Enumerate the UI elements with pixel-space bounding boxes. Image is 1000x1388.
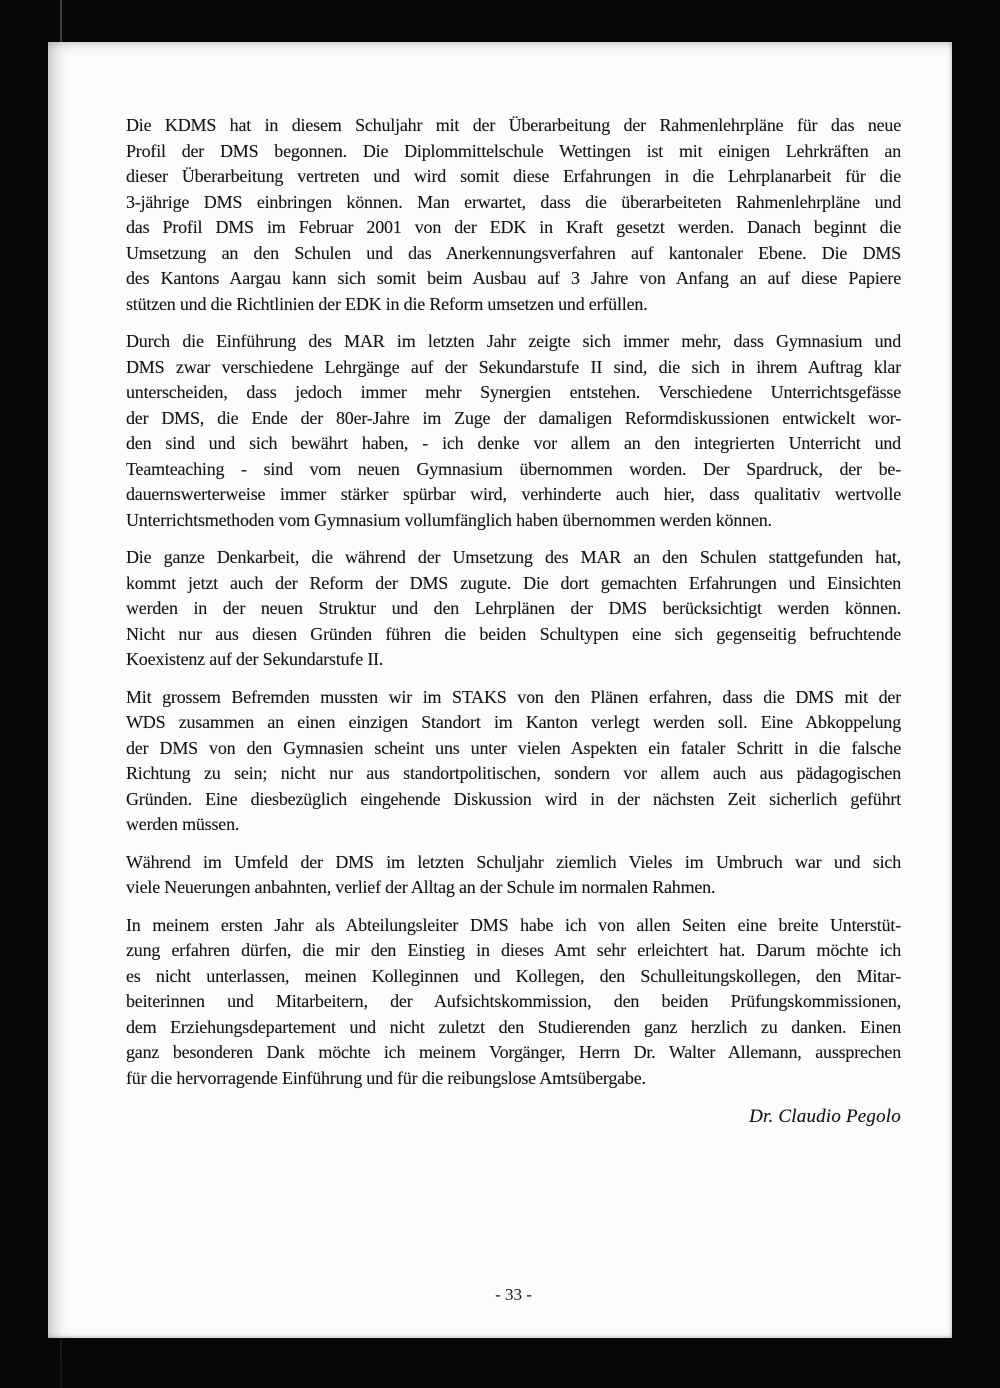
- text-line: dem Erziehungsdepartement und nicht zuletzt den Studierenden ganz herzlich zu danken. Einen: [126, 1016, 901, 1037]
- paragraph: [126, 545, 901, 673]
- text-line: des Kantons Aargau kann sich somit beim Ausbau auf 3 Jahre von Anfang an auf diese Papiere: [126, 268, 901, 288]
- text-line: 3-jährige DMS einbringen können. Man erwartet, dass die überarbeiteten Rahmenlehrpläne und: [126, 191, 901, 212]
- text-line: den sind und sich bewährt haben, - ich denke vor allem an den integrierten Unterricht und: [126, 433, 901, 453]
- text-line: zung erfahren dürfen, die mir den Einstieg in dieses Amt sehr erleichtert hat. Darum möchte ich: [126, 940, 901, 960]
- text-line: In meinem ersten Jahr als Abteilungsleiter DMS habe ich von allen Seiten eine breite Unterstüt-: [126, 914, 901, 935]
- text-line: der DMS von den Gymnasien scheint uns unter vielen Aspekten ein fataler Schritt in die falsche: [126, 737, 901, 758]
- text-line: beiterinnen und Mitarbeitern, der Aufsichtskommission, den beiden Prüfungskommissionen,: [126, 991, 901, 1011]
- text-line: Die ganze Denkarbeit, die während der Umsetzung des MAR an den Schulen stattgefunden hat,: [126, 547, 901, 567]
- text-line: Koexistenz auf der Sekundarstufe II.: [126, 649, 384, 669]
- text-line: für die hervorragende Einführung und für die reibungslose Amtsübergabe.: [126, 1067, 646, 1088]
- text-line: Umsetzung an den Schulen und das Anerkennungsverfahren auf kantonaler Ebene. Die DMS: [126, 242, 901, 263]
- paragraph: [126, 329, 901, 533]
- text-line: unterscheiden, dass jedoch immer mehr Synergien entstehen. Verschiedene Unterrichtsgefässe: [126, 382, 901, 402]
- text-line: Unterrichtsmethoden vom Gymnasium vollumfänglich haben übernommen werden können.: [126, 509, 772, 530]
- text-line: Nicht nur aus diesen Gründen führen die beiden Schultypen eine sich gegenseitig befruchtende: [126, 623, 901, 644]
- text-line: Profil der DMS begonnen. Die Diplommittelschule Wettingen ist mit einigen Lehrkräften an: [126, 140, 901, 161]
- text-line: Gründen. Eine diesbezüglich eingehende Diskussion wird in der nächsten Zeit sicherlich geführt: [126, 788, 901, 809]
- author-signature: Dr. Claudio Pegolo: [749, 1106, 901, 1127]
- text-line: kommt jetzt auch der Reform der DMS zugute. Die dort gemachten Erfahrungen und Einsichten: [126, 572, 901, 593]
- text-line: ganz besonderen Dank möchte ich meinem Vorgänger, Herrn Dr. Walter Allemann, aussprechen: [126, 1042, 901, 1062]
- document-page: [48, 42, 952, 1338]
- text-line: dauernswerterweise immer stärker spürbar wird, verhinderte auch hier, dass qualitativ wertvolle: [126, 484, 901, 504]
- text-line: Die KDMS hat in diesem Schuljahr mit der Überarbeitung der Rahmenlehrpläne für das neue: [126, 115, 901, 135]
- text-line: Teamteaching - sind vom neuen Gymnasium übernommen worden. Der Spardruck, der be-: [126, 458, 901, 479]
- text-line: WDS zusammen an einen einzigen Standort im Kanton verlegt werden soll. Eine Abkoppelung: [126, 712, 901, 732]
- text-line: Richtung zu sein; nicht nur aus standortpolitischen, sondern vor allem auch aus pädagogischen: [126, 763, 901, 783]
- text-line: DMS zwar verschiedene Lehrgänge auf der Sekundarstufe II sind, die sich in ihrem Auftrag klar: [126, 356, 901, 377]
- text-line: stützen und die Richtlinien der EDK in die Reform umsetzen und erfüllen.: [126, 293, 648, 314]
- text-line: werden müssen.: [126, 814, 240, 834]
- paragraph: [126, 685, 901, 838]
- text-line: dieser Überarbeitung vertreten und wird somit diese Erfahrungen in die Lehrplanarbeit für die: [126, 166, 901, 186]
- text-line: es nicht unterlassen, meinen Kolleginnen und Kollegen, den Schulleitungskollegen, den Mitar-: [126, 965, 901, 986]
- text-line: viele Neuerungen anbahnten, verlief der Alltag an der Schule im normalen Rahmen.: [126, 877, 716, 897]
- paragraph: [126, 850, 901, 901]
- paragraph: [126, 913, 901, 1092]
- text-line: werden in der neuen Struktur und den Lehrplänen der DMS berücksichtigt werden können.: [126, 598, 901, 618]
- text-line: das Profil DMS im Februar 2001 von der EDK in Kraft gesetzt werden. Danach beginnt die: [126, 217, 901, 237]
- page-number: - 33 -: [495, 1285, 532, 1304]
- text-line: Durch die Einführung des MAR im letzten Jahr zeigte sich immer mehr, dass Gymnasium und: [126, 331, 901, 351]
- text-line: Während im Umfeld der DMS im letzten Schuljahr ziemlich Vieles im Umbruch war und sich: [126, 851, 901, 872]
- text-line: der DMS, die Ende der 80er-Jahre im Zuge der damaligen Reformdiskussionen entwickelt wor-: [126, 407, 901, 428]
- page-text-block: [126, 113, 901, 1128]
- text-line: Mit grossem Befremden mussten wir im STAKS von den Plänen erfahren, dass die DMS mit der: [126, 686, 901, 707]
- paragraph: [126, 113, 901, 317]
